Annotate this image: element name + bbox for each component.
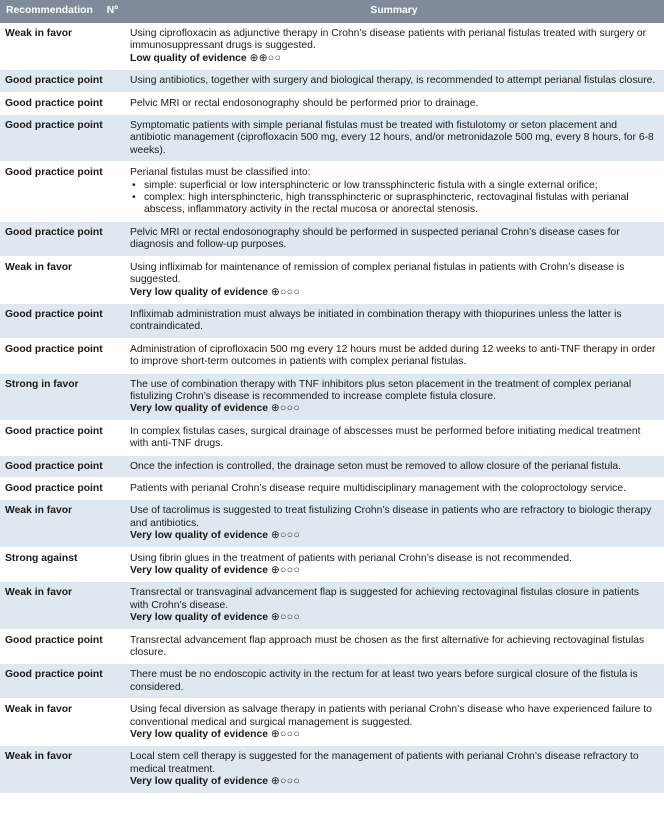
summary-cell [124,477,664,499]
summary-text: Pelvic MRI or rectal endosonography should be performed prior to drainage. [130,97,479,109]
recommendation-strength: Weak in favor [0,699,124,746]
summary-text: The use of combination therapy with TNF inhibitors plus seton placement in the treatment of complex perianal fistulizing Crohn’s disease is recommended to increase complete fistula closure. [130,378,632,402]
recommendation-strength: Good practice point [0,70,124,92]
summary-cell [124,70,664,92]
recommendation-strength: Good practice point [0,664,124,699]
summary-cell [124,500,664,547]
summary-cell [124,746,664,793]
summary-text: Transrectal advancement flap approach must be chosen as the first alternative for achieving rectovaginal fistulas closure. [130,634,645,659]
evidence-grade-icon: ⊕○○○ [270,530,301,542]
summary-cell [124,455,664,477]
summary-text: Use of tacrolimus is suggested to treat fistulizing Crohn’s disease in patients who are refractory to biologic therapy and antibiotics. [130,505,652,529]
summary-cell [124,629,664,664]
recommendation-strength: Strong against [0,547,124,582]
evidence-label: Very low quality of evidence [130,612,268,624]
classification-list [130,180,658,217]
table-row [0,664,664,699]
table-row [0,373,664,420]
summary-cell [124,221,664,256]
table-row [0,746,664,793]
summary-cell [124,420,664,455]
summary-text: Transrectal or transvaginal advancement flap is suggested for achieving rectovaginal fistulas closure in patients with Crohn’s disease. [130,587,640,611]
recommendation-strength: Weak in favor [0,23,124,70]
summary-cell [124,338,664,373]
summary-text: Once the infection is controlled, the drainage seton must be removed to allow closure of the perianal fistula. [130,460,622,472]
recommendation-strength: Weak in favor [0,746,124,793]
recommendation-strength: Good practice point [0,455,124,477]
summary-cell [124,303,664,338]
evidence-grade-icon: ⊕⊕○○ [249,52,282,64]
table-row [0,303,664,338]
evidence-grade-icon: ⊕○○○ [270,612,301,624]
summary-text: Local stem cell therapy is suggested for the management of patients with perianal Crohn’s disease refractory to medical treatment. [130,751,639,775]
table-row [0,500,664,547]
table-header [0,0,664,23]
evidence-quality [130,287,658,299]
evidence-grade-icon: ⊕○○○ [270,565,301,576]
table-row [0,115,664,162]
evidence-label: Very low quality of evidence [130,565,268,576]
list-item: • complex: high intersphincteric, high transsphincteric or suprasphincteric, rectovaginal fistulas with perianal abscess, inflammatory activity in the rectal mucosa or anorectal stenosis. [144,192,658,217]
summary-text: Infliximab administration must always be initiated in combination therapy with thiopurines unless the latter is contraindicated. [130,308,622,333]
evidence-grade-icon: ⊕○○○ [270,286,301,298]
table-row [0,629,664,664]
summary-text: Pelvic MRI or rectal endosonography should be performed in suspected perianal Crohn’s disease cases for diagnosis and follow-up purposes. [130,226,620,251]
table-row [0,23,664,70]
summary-text: Symptomatic patients with simple perianal fistulas must be treated with fistulotomy or seton placement and antibiotic management (ciprofloxacin 500 mg, every 12 hours, and/or metronidazole 500 mg, every 8 hours, for 6-8 weeks). [130,120,654,156]
list-item: • simple: superficial or low intersphincteric or low transsphincteric fistula with a single external orifice; [144,180,658,192]
summary-cell [124,162,664,222]
recommendation-strength: Good practice point [0,477,124,499]
header-recommendation-cell [0,0,124,23]
summary-text: Administration of ciprofloxacin 500 mg every 12 hours must be added during 12 weeks to anti-TNF therapy in order to improve short-term outcomes in patients with complex perianal fistulas. [130,343,656,368]
summary-text: There must be no endoscopic activity in the rectum for at least two years before surgical closure of the fistula is considered. [130,669,638,693]
summary-text: Using fibrin glues in the treatment of patients with perianal Crohn’s disease is not recommended. [130,552,572,564]
summary-cell [124,92,664,114]
summary-cell [124,373,664,420]
summary-cell [124,664,664,699]
evidence-label: Very low quality of evidence [130,729,268,741]
summary-cell [124,699,664,746]
summary-text: Perianal fistulas must be classified into: [130,167,311,179]
evidence-label: Very low quality of evidence [130,403,268,415]
evidence-label: Very low quality of evidence [130,530,268,542]
table-row [0,455,664,477]
evidence-label: Very low quality of evidence [130,286,268,298]
evidence-quality [130,776,658,788]
recommendation-strength: Good practice point [0,92,124,114]
recommendation-strength: Weak in favor [0,500,124,547]
summary-text: Using ciprofloxacin as adjunctive therapy in Crohn’s disease patients with perianal fistulas treated with surgery or immunosuppressant drugs is suggested. [130,28,647,52]
recommendation-strength: Good practice point [0,221,124,256]
evidence-label: Low quality of evidence [130,52,247,64]
table-row [0,92,664,114]
header-recommendation: Recommendation [6,5,93,17]
recommendation-strength: Good practice point [0,629,124,664]
evidence-grade-icon: ⊕○○○ [270,729,301,741]
table-row [0,477,664,499]
header-summary: Summary [124,0,664,23]
evidence-label: Very low quality of evidence [130,776,268,788]
evidence-grade-icon: ⊕○○○ [270,776,301,788]
header-number: Nº [106,5,119,17]
table-row [0,547,664,582]
table-row [0,420,664,455]
summary-text: In complex fistulas cases, surgical drainage of abscesses must be performed before initiating medical treatment with anti-TNF drugs. [130,425,641,450]
evidence-grade-icon: ⊕○○○ [270,403,301,415]
header-row [0,0,664,23]
evidence-quality [130,530,658,542]
recommendation-strength: Weak in favor [0,256,124,303]
table-row [0,699,664,746]
recommendation-strength: Good practice point [0,303,124,338]
table-row [0,162,664,222]
table-row [0,582,664,629]
recommendation-strength: Good practice point [0,420,124,455]
summary-cell [124,547,664,582]
recommendation-strength: Weak in favor [0,582,124,629]
table-row [0,338,664,373]
table-row [0,221,664,256]
evidence-quality [130,612,658,624]
table-row [0,256,664,303]
evidence-quality [130,53,658,65]
summary-cell [124,256,664,303]
summary-text: Patients with perianal Crohn’s disease require multidisciplinary management with the coloproctology service. [130,482,626,494]
summary-cell [124,115,664,162]
summary-text: Using infliximab for maintenance of remission of complex perianal fistulas in patients with Crohn’s disease is suggested. [130,261,625,286]
recommendation-strength: Strong in favor [0,373,124,420]
evidence-quality [130,565,658,577]
summary-cell [124,23,664,70]
evidence-quality [130,729,658,741]
summary-text: Using fecal diversion as salvage therapy in patients with perianal Crohn’s disease who have experienced failure to conventional medical and surgical management is suggested. [130,704,652,728]
summary-cell [124,582,664,629]
table-body [0,23,664,793]
table-row [0,70,664,92]
evidence-quality [130,403,658,415]
recommendation-strength: Good practice point [0,162,124,222]
recommendation-strength: Good practice point [0,115,124,162]
summary-text: Using antibiotics, together with surgery and biological therapy, is recommended to attempt perianal fistulas closure. [130,75,656,87]
recommendation-strength: Good practice point [0,338,124,373]
